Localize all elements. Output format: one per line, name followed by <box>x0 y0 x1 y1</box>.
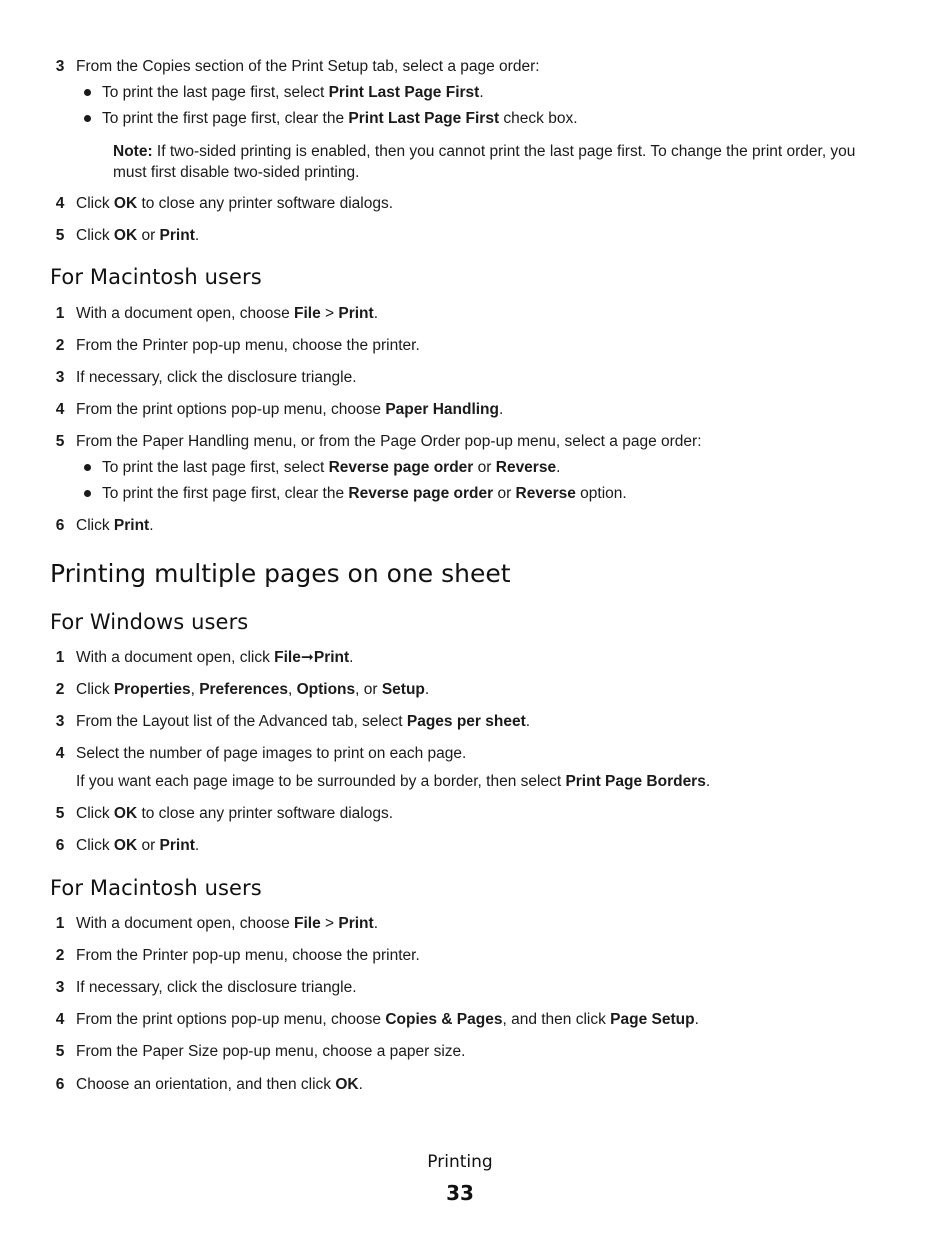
step-text: Select the number of page images to print on each page. <box>76 745 467 762</box>
step-number: 2 <box>55 681 65 698</box>
step-number: 5 <box>55 227 65 244</box>
step-text: From the print options pop-up menu, choose Paper Handling. <box>76 401 504 418</box>
step-number: 1 <box>55 915 65 932</box>
step-number: 5 <box>55 433 65 450</box>
heading-macintosh-users-2: For Macintosh users <box>50 876 262 900</box>
step-number: 4 <box>55 401 65 418</box>
step-text: If necessary, click the disclosure triangle. <box>76 979 357 996</box>
bullet-text: To print the first page first, clear the Reverse page order or Reverse option. <box>102 485 627 502</box>
win-step-4-borders: If you want each page image to be surrounded by a border, then select Print Page Borders. <box>76 773 711 790</box>
step-number: 3 <box>55 979 65 996</box>
footer-chapter-title: Printing <box>427 1152 493 1172</box>
step-number: 4 <box>55 745 65 762</box>
step-text: From the Paper Handling menu, or from the Page Order pop-up menu, select a page order: <box>76 433 702 450</box>
step-number: 3 <box>55 58 65 75</box>
step-text: With a document open, choose File > Print. <box>76 305 378 322</box>
bullet-dot-icon <box>84 464 91 471</box>
note-text: If two-sided printing is enabled, then you cannot print the last page first. To change the print order, you must first disable two-sided printing. <box>113 143 856 181</box>
step-text: With a document open, choose File > Print. <box>76 915 378 932</box>
note-label: Note: <box>113 143 153 160</box>
section-heading-multiple-pages: Printing multiple pages on one sheet <box>50 559 511 588</box>
bullet-text: To print the first page first, clear the Print Last Page First check box. <box>102 110 578 127</box>
heading-windows-users: For Windows users <box>50 610 249 634</box>
step-text: From the print options pop-up menu, choose Copies & Pages, and then click Page Setup. <box>76 1011 699 1028</box>
step-text: With a document open, click File➞Print. <box>76 649 354 666</box>
step-number: 4 <box>55 195 65 212</box>
step-number: 1 <box>55 305 65 322</box>
step-text: From the Printer pop-up menu, choose the printer. <box>76 337 420 354</box>
arrow-right-icon: ➞ <box>300 649 314 666</box>
bullet-dot-icon <box>84 490 91 497</box>
step-text: Click Properties, Preferences, Options, or Setup. <box>76 681 430 698</box>
step-number: 2 <box>55 337 65 354</box>
bullet-dot-icon <box>84 115 91 122</box>
step-number: 5 <box>55 805 65 822</box>
step-number: 6 <box>55 1076 65 1093</box>
step-number: 6 <box>55 517 65 534</box>
step-text: Choose an orientation, and then click OK. <box>76 1076 363 1093</box>
step-text: Click OK or Print. <box>76 837 200 854</box>
step-text: If necessary, click the disclosure triangle. <box>76 369 357 386</box>
step-number: 1 <box>55 649 65 666</box>
step-number: 6 <box>55 837 65 854</box>
step-number: 5 <box>55 1043 65 1060</box>
bullet-text: To print the last page first, select Print Last Page First. <box>102 84 484 101</box>
step-text: Click OK or Print. <box>76 227 200 244</box>
note-two-sided <box>113 141 883 183</box>
bullet-text: To print the last page first, select Reverse page order or Reverse. <box>102 459 561 476</box>
footer-page-number: 33 <box>446 1181 474 1205</box>
step-text: From the Layout list of the Advanced tab, select Pages per sheet. <box>76 713 531 730</box>
bullet-dot-icon <box>84 89 91 96</box>
step-number: 2 <box>55 947 65 964</box>
step-number: 3 <box>55 713 65 730</box>
step-number: 4 <box>55 1011 65 1028</box>
step-text: Click OK to close any printer software dialogs. <box>76 195 394 212</box>
step-text: From the Paper Size pop-up menu, choose a paper size. <box>76 1043 466 1060</box>
step-text: From the Printer pop-up menu, choose the printer. <box>76 947 420 964</box>
step-text: Click OK to close any printer software dialogs. <box>76 805 394 822</box>
heading-macintosh-users: For Macintosh users <box>50 265 262 289</box>
step-text: Click Print. <box>76 517 154 534</box>
step-text: From the Copies section of the Print Setup tab, select a page order: <box>76 58 540 75</box>
step-number: 3 <box>55 369 65 386</box>
